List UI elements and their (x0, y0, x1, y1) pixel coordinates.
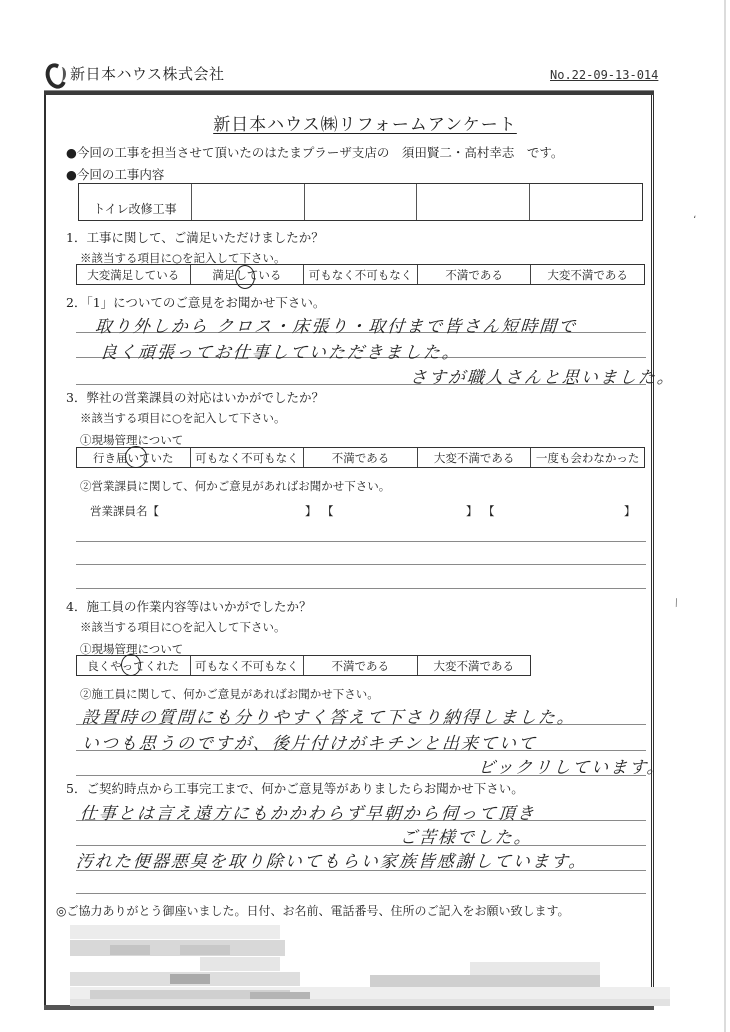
q3-sub1-label: ①現場管理について (80, 433, 184, 447)
selection-circle-mark (235, 265, 255, 289)
q4-answer-line: いつも思うのですが、後片付けがキチンと出来ていて (81, 734, 538, 754)
q1-option[interactable]: 可もなく不可もなく (304, 265, 418, 284)
work-cell (192, 184, 305, 220)
staff-name-label: 営業課員名【 (90, 504, 159, 518)
q4-instruction: ※該当する項目に○を記入して下さい。 (80, 620, 286, 634)
company-logo-icon (44, 62, 66, 84)
q1-option-selected[interactable]: 満足している (191, 265, 305, 284)
q1-option[interactable]: 大変不満である (547, 267, 628, 282)
q2-question: 2．「1」についてのご意見をお聞かせ下さい。 (66, 295, 326, 310)
q1-option[interactable]: 大変満足している (77, 265, 191, 284)
q3-option[interactable]: 可もなく不可もなく (191, 448, 305, 467)
document-number: No.22-09-13-014 (550, 68, 659, 82)
q3-option[interactable]: 大変不満である (418, 448, 532, 467)
staff-line: ●今回の工事を担当させて頂いたのはたまプラーザ支店の 須田賢二・高村幸志 です。 (66, 145, 564, 160)
q3-options (76, 447, 645, 468)
q2-answer-line: 良く頑張ってお仕事していただきました。 (99, 343, 462, 363)
answer-rule (76, 845, 646, 846)
company-header (44, 62, 225, 84)
bracket-open: 【 (322, 504, 334, 518)
q1-option[interactable]: 不満である (418, 265, 532, 284)
q4-sub2-label: ②施工員に関して、何かご意見があればお聞かせ下さい。 (80, 687, 379, 701)
q3-option-selected[interactable]: 行き届いていた (77, 448, 191, 467)
q5-question: 5．ご契約時点から工事完工まで、何かご意見等がありましたらお聞かせ下さい。 (66, 781, 524, 796)
work-content-table (78, 183, 643, 221)
scan-mark: ⁄ (673, 598, 681, 609)
q4-question: 4．施工員の作業内容等はいかがでしたか？ (66, 599, 312, 614)
q3-instruction: ※該当する項目に○を記入して下さい。 (80, 411, 286, 425)
footer-thanks: ◎ご協力ありがとう御座いました。日付、お名前、電話番号、住所のご記入をお願い致します。 (56, 904, 570, 918)
q3-sub2-label: ②営業課員に関して、何かご意見があればお聞かせ下さい。 (80, 479, 391, 493)
scan-speck: ، (693, 210, 697, 221)
q3-option[interactable]: 一度も会わなかった (535, 450, 640, 465)
q4-answer-line: ビックリしています。 (477, 758, 667, 778)
q3-option[interactable]: 不満である (304, 448, 418, 467)
selection-circle-mark (121, 654, 141, 676)
page-edge (724, 0, 726, 1032)
q5-answer-line: 仕事とは言え遠方にもかかわらず早朝から伺って頂き (79, 804, 537, 824)
q3-question: 3．弊社の営業課員の対応はいかがでしたか？ (66, 390, 324, 405)
q4-option[interactable]: 不満である (304, 656, 418, 675)
work-cell: トイレ改修工事 (79, 184, 192, 220)
q4-sub1-label: ①現場管理について (80, 642, 184, 656)
answer-rule (76, 564, 646, 565)
bracket-close: 】 (305, 504, 317, 518)
company-name: 新日本ハウス株式会社 (70, 64, 225, 83)
q5-answer-line: 汚れた便器悪臭を取り除いてもらい家族皆感謝しています。 (75, 852, 589, 872)
answer-rule (76, 893, 646, 894)
work-label: ●今回の工事内容 (66, 167, 165, 182)
work-cell (305, 184, 418, 220)
bracket-close: 】 (466, 504, 478, 518)
bracket-open: 【 (483, 504, 495, 518)
work-cell (417, 184, 530, 220)
selection-circle-mark (125, 446, 147, 468)
answer-rule (76, 588, 646, 589)
q4-option[interactable]: 大変不満である (433, 658, 514, 673)
q4-option-selected[interactable]: 良くやってくれた (77, 656, 191, 675)
q4-options (76, 655, 531, 676)
q4-option[interactable]: 可もなく不可もなく (191, 656, 305, 675)
form-title: 新日本ハウス㈱リフォームアンケート (213, 115, 517, 135)
answer-rule (76, 541, 646, 542)
work-cell (530, 184, 642, 220)
q1-options (76, 264, 645, 285)
q2-answer-line: 取り外しから クロス・床張り・取付まで皆さん短時間で (94, 317, 578, 337)
q1-question: 1．工事に関して、ご満足いただけましたか？ (66, 230, 324, 245)
bracket-close: 】 (624, 504, 636, 518)
q2-answer-line: さすが職人さんと思いました。 (409, 368, 677, 388)
q1-instruction: ※該当する項目に○を記入して下さい。 (80, 251, 286, 265)
q5-answer-line: ご苦様でした。 (399, 828, 534, 848)
q4-answer-line: 設置時の質問にも分りやすく答えて下さり納得しました。 (81, 708, 577, 728)
